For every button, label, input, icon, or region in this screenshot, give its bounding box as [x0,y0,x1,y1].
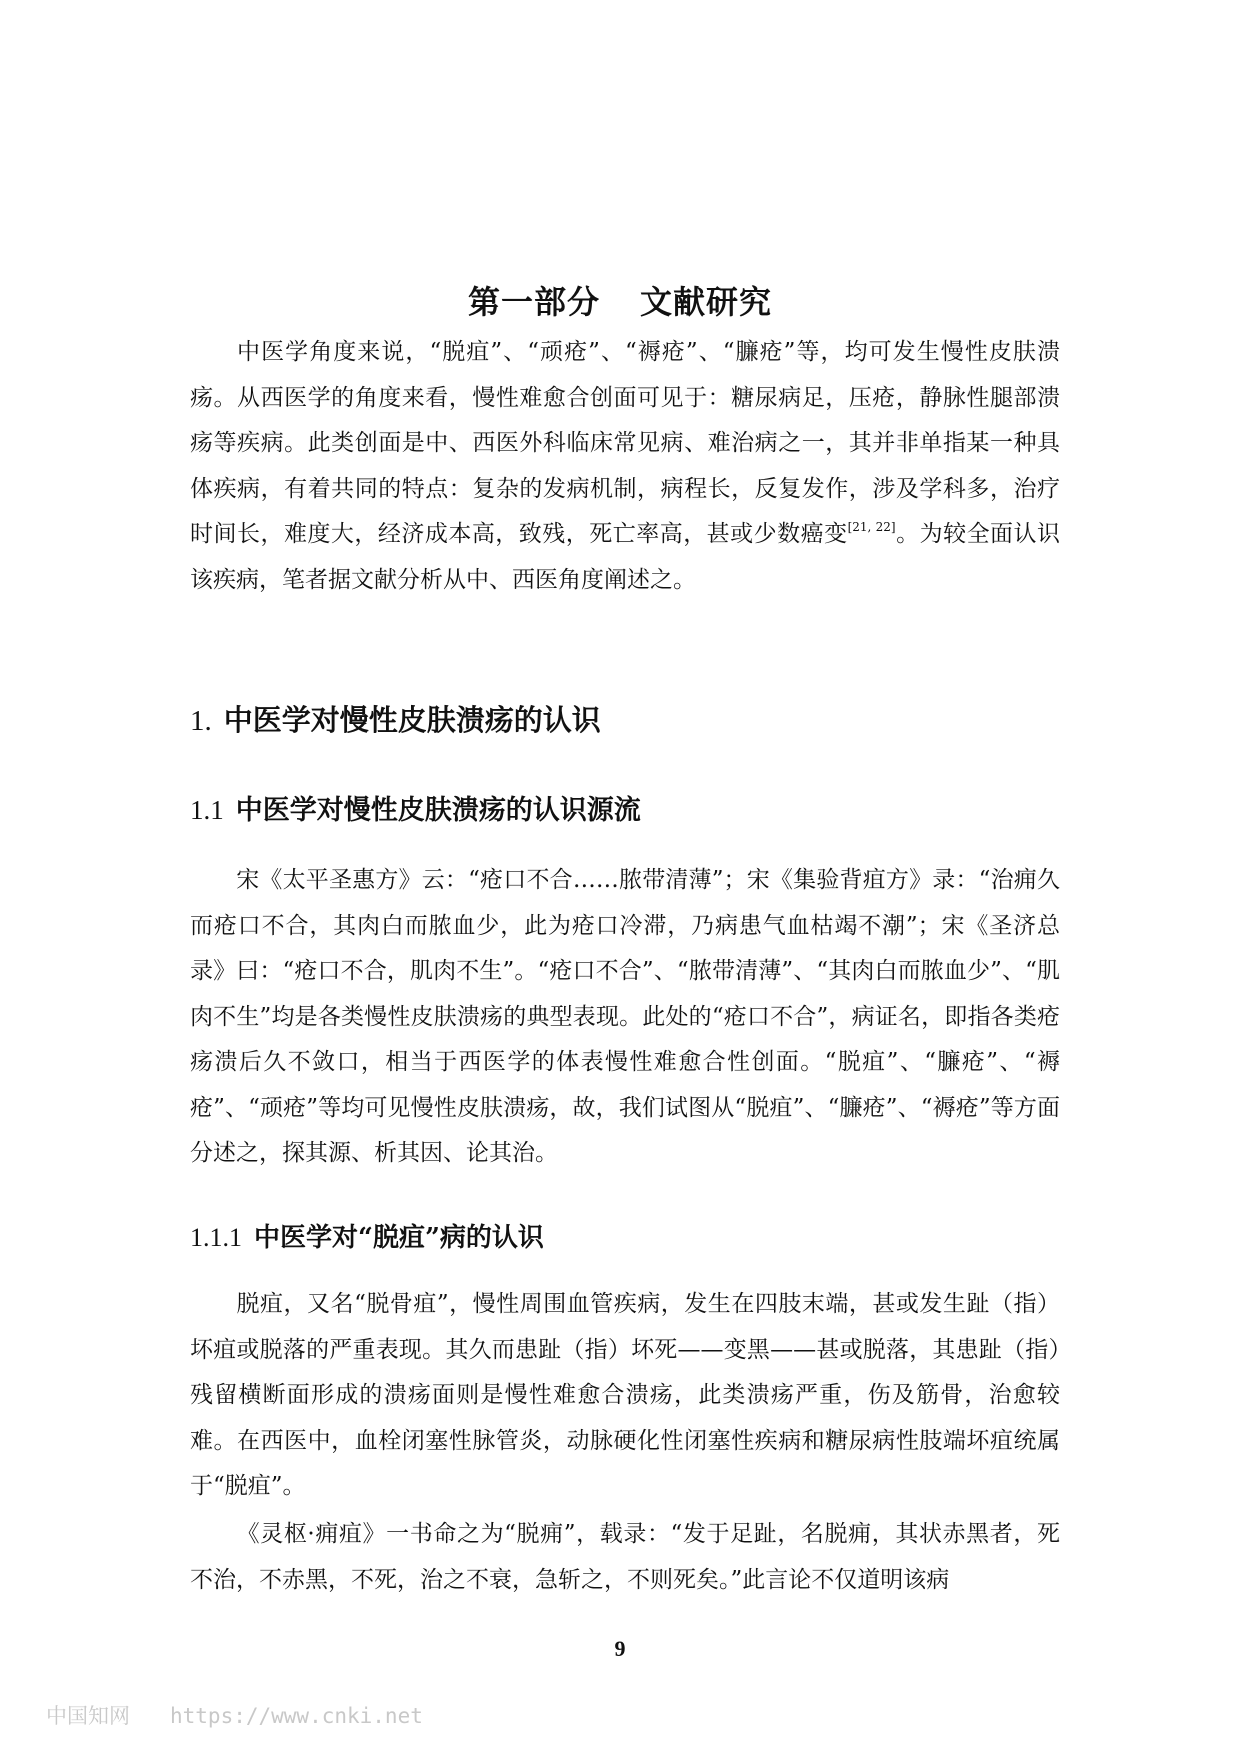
cnki-watermark [46,1700,423,1730]
section-1-1-heading [190,788,641,827]
section-1-1-1-heading [190,1217,544,1254]
section-1-1-1-number: 1.1.1 [190,1223,242,1252]
section-1-heading [190,698,601,739]
part-title-right: 文献研究 [640,283,773,322]
section-1-title: 中医学对慢性皮肤溃疡的认识 [223,703,601,737]
part-title [0,277,1240,323]
section-1-1-1-paragraph-2 [190,1512,1060,1603]
watermark-url: https://www.cnki.net [170,1704,423,1728]
intro-paragraph [190,330,1060,603]
section-1-1-title: 中医学对慢性皮肤溃疡的认识源流 [235,795,641,826]
section-1-1-1-title: 中医学对“脱疽”病的认识 [254,1223,544,1253]
section-1-number: 1. [190,705,212,737]
section-1-1-1-text-2: 《灵枢·痈疽》一书命之为“脱痈”，载录：“发于足趾，名脱痈，其状赤黑者，死不治，不赤黑，不死，治之不衰，急斩之，不则死矣。”此言论不仅道明该病 [190,1521,1060,1593]
section-1-1-text: 宋《太平圣惠方》云：“疮口不合……脓带清薄”；宋《集验背疽方》录：“治痈久而疮口不合，其肉白而脓血少，此为疮口冷滞，乃病患气血枯竭不潮”；宋《圣济总录》曰：“疮口不合，肌肉不生”。“疮口不合”、“脓带清薄”、“其肉白而脓血少”、“肌肉不生”均是各类慢性皮肤溃疡的典型表现。此处的“疮口不合”，病证名，即指各类疮疡溃后久不敛口，相当于西医学的体表慢性难愈合性创面。“脱疽”、“臁疮”、“褥疮”、“顽疮”等均可见慢性皮肤溃疡，故，我们试图从“脱疽”、“臁疮”、“褥疮”等方面分述之，探其源、析其因、论其治。 [190,867,1060,1166]
part-title-left: 第一部分 [467,283,600,322]
page-number: 9 [614,1636,626,1661]
watermark-logo: 中国知网 [46,1704,130,1728]
section-1-1-paragraph [190,858,1060,1177]
section-1-1-1-paragraph-1 [190,1282,1060,1510]
section-1-1-1-text-1: 脱疽，又名“脱骨疽”，慢性周围血管疾病，发生在四肢末端，甚或发生趾（指）坏疽或脱落的严重表现。其久而患趾（指）坏死——变黑——甚或脱落，其患趾（指）残留横断面形成的溃疡面则是慢性难愈合溃疡，此类溃疡严重，伤及筋骨，治愈较难。在西医中，血栓闭塞性脉管炎，动脉硬化性闭塞性疾病和糖尿病性肢端坏疽统属于“脱疽”。 [190,1291,1060,1499]
intro-text-end: 。为较全面认识该疾病，笔者据文献分析从中、西医角度阐述之。 [190,521,1061,593]
intro-text: 中医学角度来说，“脱疽”、“顽疮”、“褥疮”、“臁疮”等，均可发生慢性皮肤溃疡。从西医学的角度来看，慢性难愈合创面可见于：糖尿病足，压疮，静脉性腿部溃疡等疾病。此类创面是中、西医外科临床常见病、难治病之一，其并非单指某一种具体疾病，有着共同的特点：复杂的发病机制，病程长，反复发作，涉及学科多，治疗时间长，难度大，经济成本高，致残，死亡率高，甚或少数癌变 [190,339,1060,547]
section-1-1-number: 1.1 [190,795,224,825]
citation-ref: [21, 22] [847,520,896,534]
